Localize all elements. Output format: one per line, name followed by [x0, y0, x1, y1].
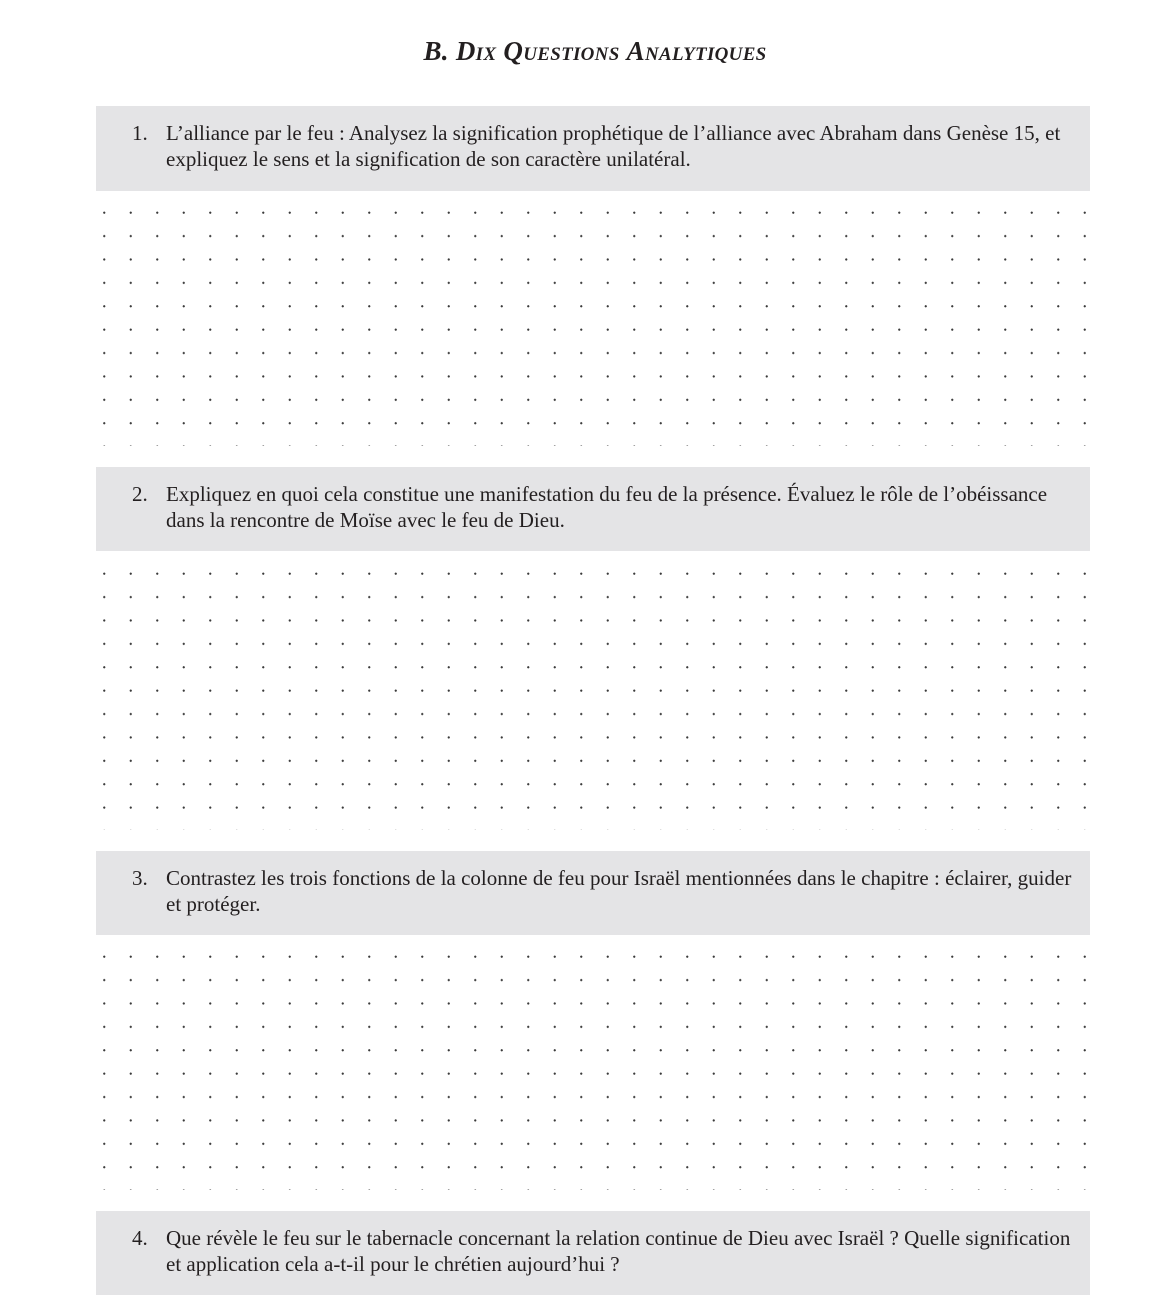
question-number: 3.	[132, 866, 148, 890]
answer-dot-grid-1[interactable]	[91, 201, 1093, 446]
section-title-word-3: Analytiques	[626, 36, 767, 66]
question-number: 1.	[132, 121, 148, 145]
question-box-3	[96, 851, 1090, 935]
section-title-word-1: Dix	[455, 36, 497, 66]
question-number: 4.	[132, 1226, 148, 1250]
answer-dot-grid-3[interactable]	[91, 945, 1093, 1190]
question-text: Que révèle le feu sur le tabernacle concernant la relation continue de Dieu avec Israël ? Quelle signification et application cela a-t-il pour le chrétien aujourd’hui ?	[166, 1226, 1071, 1276]
question-text: Expliquez en quoi cela constitue une manifestation du feu de la présence. Évaluez le rôle de l’obéissance dans la rencontre de Moïse avec le feu de Dieu.	[166, 482, 1048, 532]
answer-dot-grid-2[interactable]	[91, 562, 1093, 830]
section-letter: B.	[423, 36, 449, 66]
question-number: 2.	[132, 482, 148, 506]
section-title-word-2: Questions	[503, 36, 620, 66]
question-box-4	[96, 1211, 1090, 1295]
question-box-2	[96, 467, 1090, 551]
question-box-1	[96, 106, 1090, 191]
section-title	[0, 36, 1155, 67]
question-text: Contrastez les trois fonctions de la colonne de feu pour Israël mentionnées dans le chapitre : éclairer, guider et protéger.	[166, 866, 1072, 916]
question-text: L’alliance par le feu : Analysez la signification prophétique de l’alliance avec Abraham dans Genèse 15, et expliquez le sens et la signification de son caractère unilatéral.	[166, 121, 1061, 171]
